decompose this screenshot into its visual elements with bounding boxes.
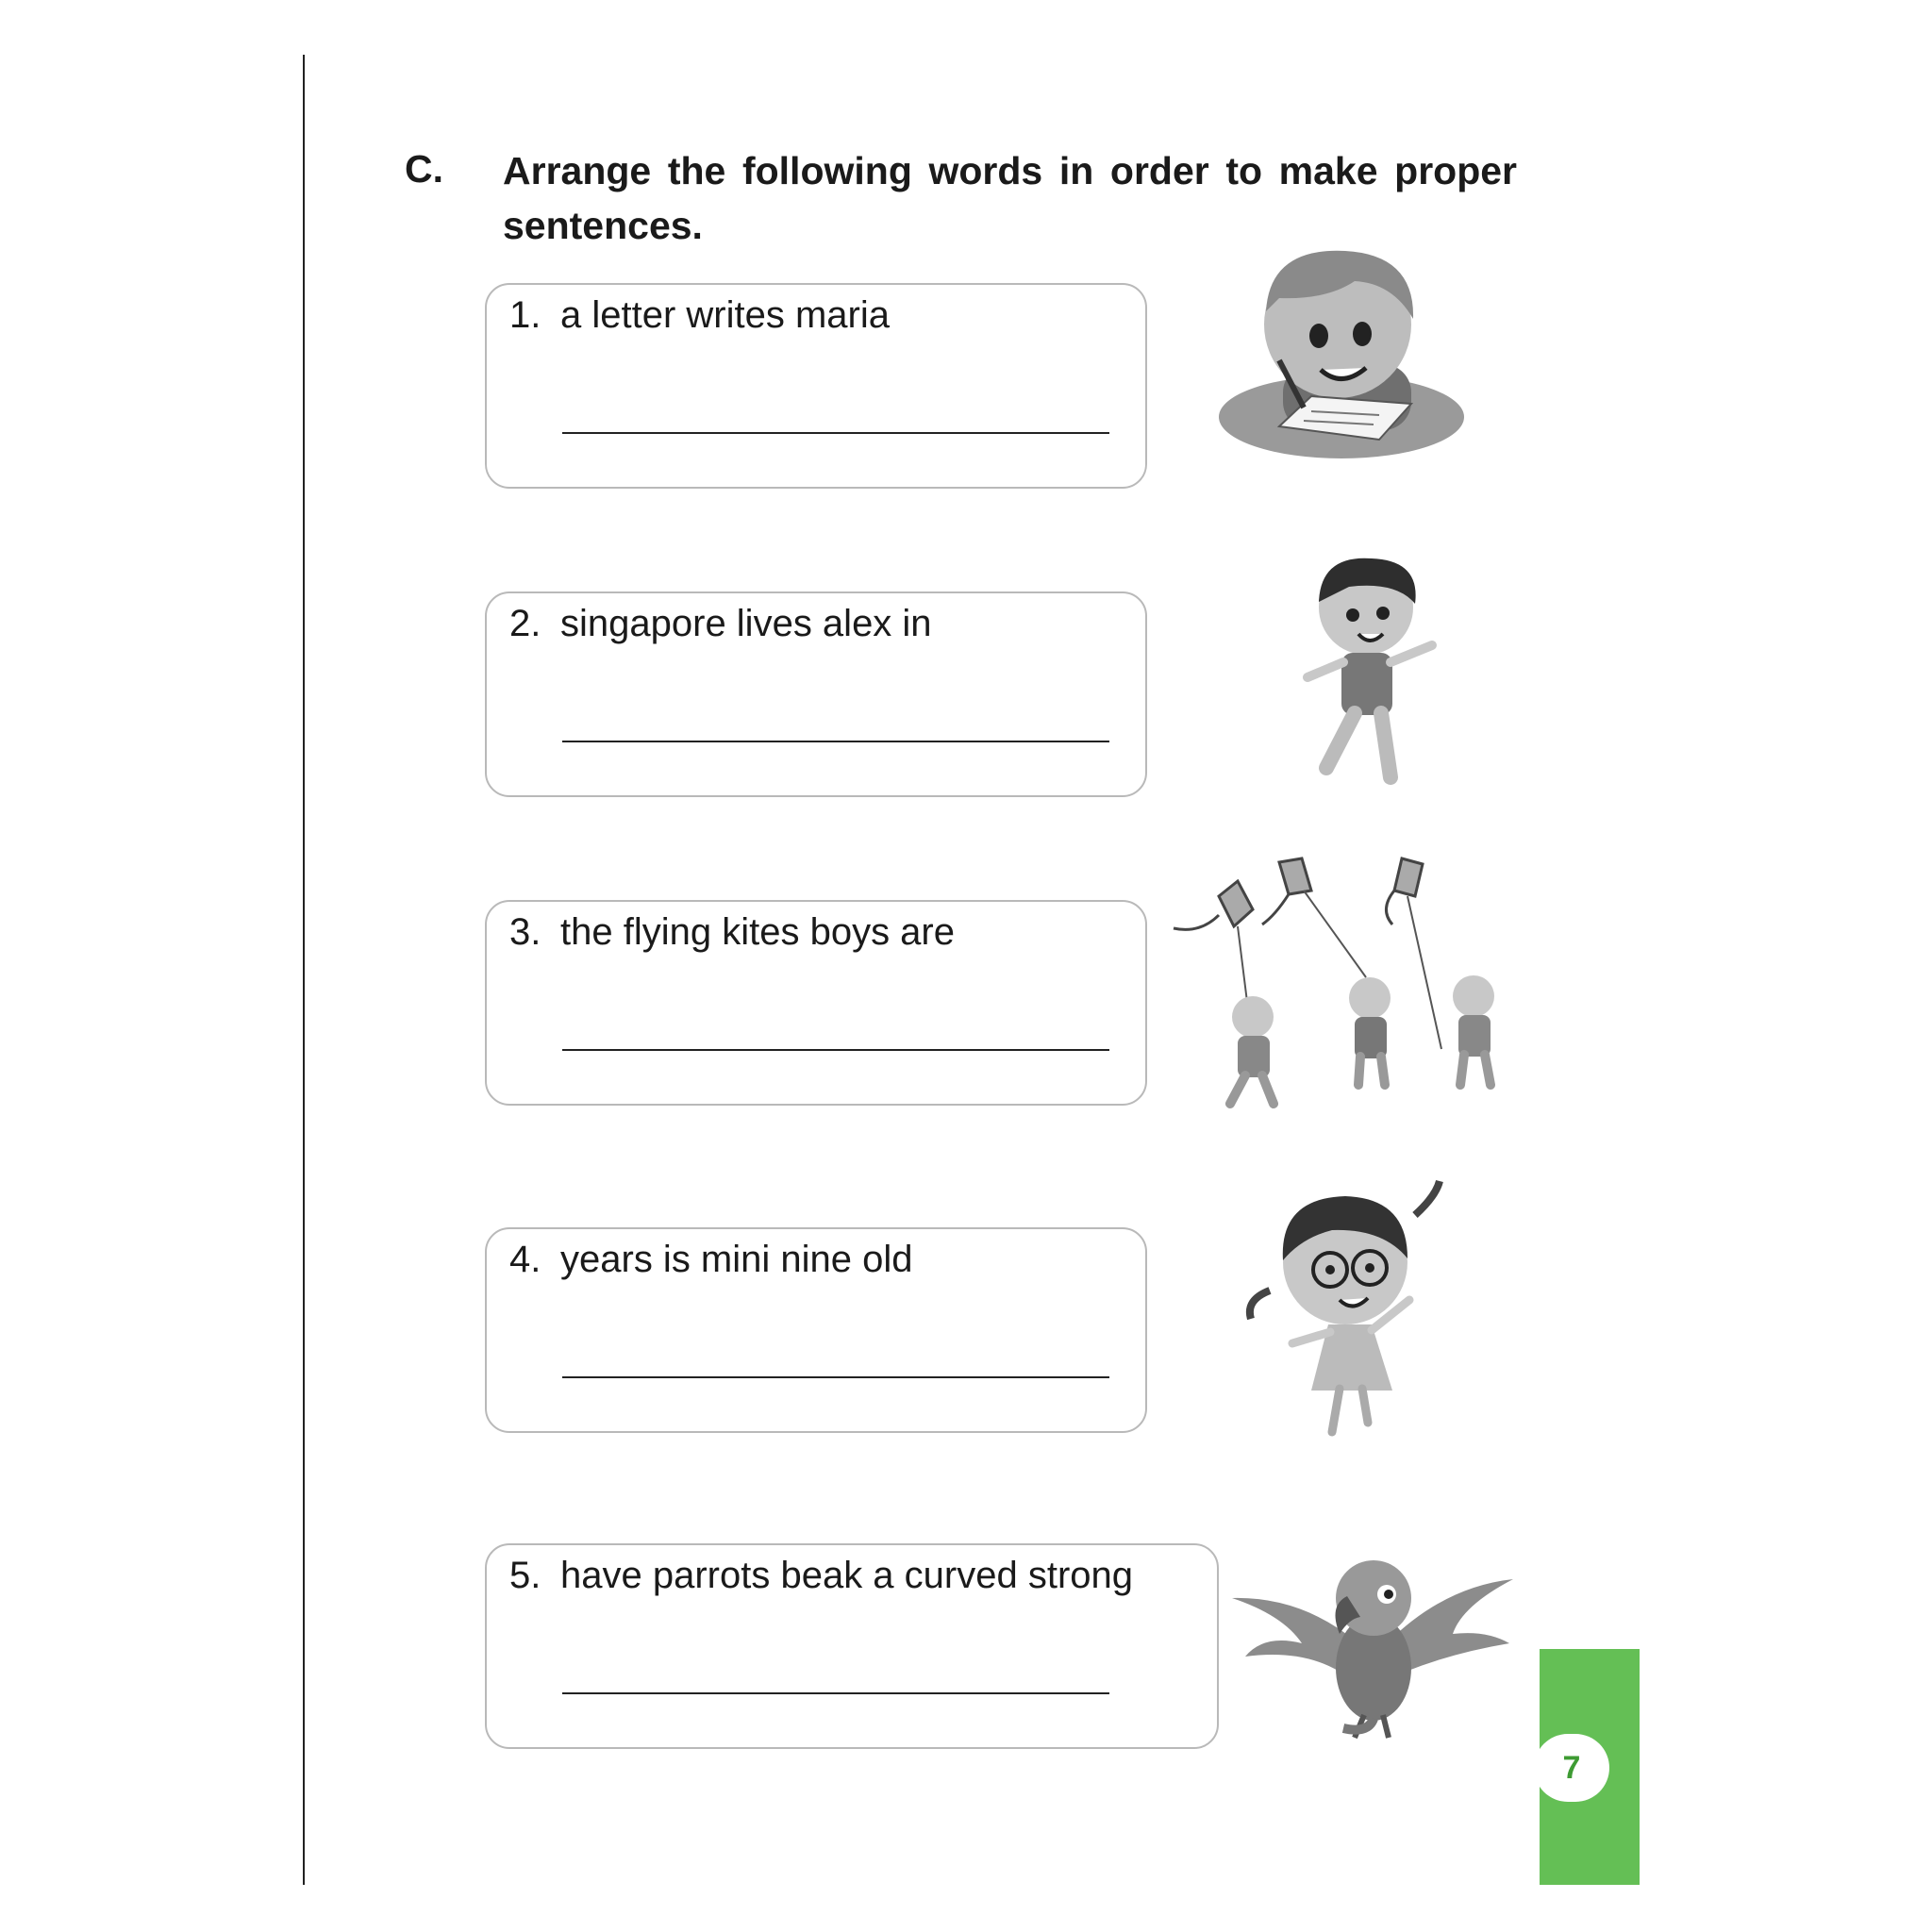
question-words: have parrots beak a curved strong — [560, 1555, 1134, 1596]
boys-flying-kites-image — [1162, 849, 1517, 1113]
question-number: 2. — [509, 603, 541, 644]
question-words: singapore lives alex in — [560, 603, 932, 644]
question-box-5 — [485, 1543, 1219, 1749]
question-number: 5. — [509, 1555, 541, 1596]
answer-line[interactable] — [562, 1049, 1109, 1051]
page-spine-line — [303, 55, 305, 1885]
girl-jumping-image — [1241, 1177, 1457, 1443]
question-words: a letter writes maria — [560, 294, 890, 336]
question-number: 1. — [509, 294, 541, 336]
section-letter: C. — [405, 147, 443, 191]
question-words: the flying kites boys are — [560, 911, 955, 953]
answer-line[interactable] — [562, 1376, 1109, 1378]
question-box-2 — [485, 591, 1147, 797]
question-box-3 — [485, 900, 1147, 1106]
page-number: 7 — [1534, 1734, 1609, 1802]
girl-writing-letter-image — [1213, 238, 1472, 464]
parrot-image — [1226, 1540, 1519, 1740]
question-box-1 — [485, 283, 1147, 489]
question-box-4 — [485, 1227, 1147, 1433]
boy-running-image — [1292, 555, 1443, 791]
question-number: 4. — [509, 1239, 541, 1280]
answer-line[interactable] — [562, 1692, 1109, 1694]
answer-line[interactable] — [562, 432, 1109, 434]
question-number: 3. — [509, 911, 541, 953]
answer-line[interactable] — [562, 741, 1109, 742]
section-instruction: Arrange the following words in order to make proper sentences. — [503, 149, 1517, 247]
question-words: years is mini nine old — [560, 1239, 913, 1280]
